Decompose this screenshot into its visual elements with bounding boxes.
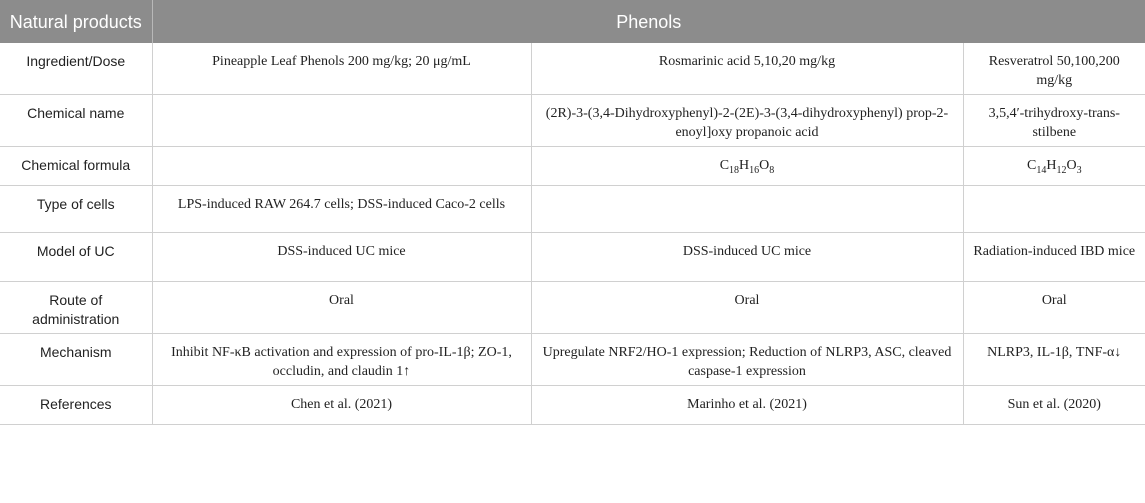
formula-element: H [1046,158,1057,173]
row-label-chemical-formula: Chemical formula [0,147,152,186]
formula-element: C [719,158,730,173]
cell-resveratrol-reference: Sun et al. (2020) [963,386,1145,425]
cell-resveratrol-chemical-name: 3,5,4′-trihydroxy-trans-stilbene [963,95,1145,147]
cell-pineapple-route: Oral [152,282,531,334]
table-row [0,43,1145,95]
header-row [0,0,1145,43]
table-header [0,0,1145,43]
table-row [0,233,1145,282]
row-label-references: References [0,386,152,425]
cell-resveratrol-model: Radiation-induced IBD mice [963,233,1145,282]
cell-resveratrol-ingredient: Resveratrol 50,100,200 mg/kg [963,43,1145,95]
cell-pineapple-cells: LPS-induced RAW 264.7 cells; DSS-induced Caco-2 cells [152,186,531,233]
cell-rosmarinic-model: DSS-induced UC mice [531,233,963,282]
cell-resveratrol-mechanism: NLRP3, IL-1β, TNF-α↓ [963,334,1145,386]
cell-rosmarinic-ingredient: Rosmarinic acid 5,10,20 mg/kg [531,43,963,95]
cell-pineapple-mechanism: Inhibit NF-κB activation and expression of pro-IL-1β; ZO-1, occludin, and claudin 1↑ [152,334,531,386]
formula-subscript: 16 [749,164,760,176]
formula-element: O [759,158,770,173]
row-label-model-of-uc: Model of UC [0,233,152,282]
formula-subscript: 8 [769,164,775,176]
row-label-type-of-cells: Type of cells [0,186,152,233]
formula-element: C [1026,158,1037,173]
formula-subscript: 3 [1076,164,1082,176]
cell-pineapple-ingredient: Pineapple Leaf Phenols 200 mg/kg; 20 μg/mL [152,43,531,95]
cell-pineapple-chemical-name [152,95,531,147]
cell-pineapple-chemical-formula [152,147,531,186]
header-natural-products: Natural products [0,0,152,43]
row-label-mechanism: Mechanism [0,334,152,386]
table-row [0,334,1145,386]
cell-pineapple-reference: Chen et al. (2021) [152,386,531,425]
table-row [0,386,1145,425]
row-label-ingredient-dose: Ingredient/Dose [0,43,152,95]
table-row [0,147,1145,186]
header-phenols: Phenols [152,0,1145,43]
formula-subscript: 12 [1056,164,1067,176]
cell-rosmarinic-reference: Marinho et al. (2021) [531,386,963,425]
cell-rosmarinic-mechanism: Upregulate NRF2/HO-1 expression; Reduction of NLRP3, ASC, cleaved caspase-1 expression [531,334,963,386]
table-row [0,282,1145,334]
row-label-route: Route of administration [0,282,152,334]
cell-resveratrol-cells [963,186,1145,233]
table-row [0,95,1145,147]
formula-element: O [1066,158,1077,173]
table-body [0,43,1145,425]
formula-element: H [739,158,750,173]
formula-subscript: 18 [729,164,740,176]
cell-rosmarinic-cells [531,186,963,233]
cell-resveratrol-route: Oral [963,282,1145,334]
row-label-chemical-name: Chemical name [0,95,152,147]
cell-resveratrol-chemical-formula [963,147,1145,186]
cell-pineapple-model: DSS-induced UC mice [152,233,531,282]
formula-subscript: 14 [1036,164,1047,176]
cell-rosmarinic-route: Oral [531,282,963,334]
table-row [0,186,1145,233]
cell-rosmarinic-chemical-name: (2R)-3-(3,4-Dihydroxyphenyl)-2-(2E)-3-(3,4-dihydroxyphenyl) prop-2-enoyl]oxy propanoic acid [531,95,963,147]
cell-rosmarinic-chemical-formula [531,147,963,186]
